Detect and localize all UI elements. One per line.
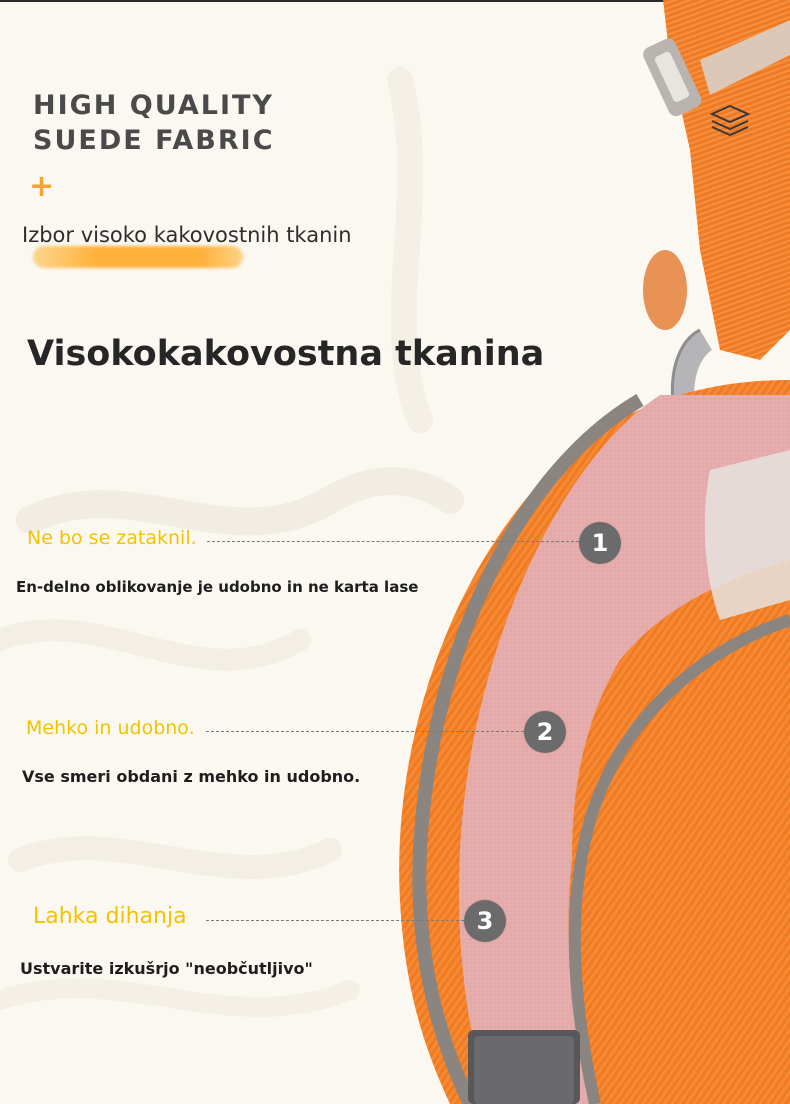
subtitle-highlight [33,246,243,268]
feature-desc-2: Vse smeri obdani z mehko in udobno. [22,767,361,786]
feature-title-1: Ne bo se zataknil. [27,527,197,549]
feature-badge-2: 2 [524,711,566,753]
main-title: Visokokakovostna tkanina [27,334,545,374]
hero-title [33,88,275,158]
feature-badge-1: 1 [579,522,621,564]
feature-badge-3: 3 [464,900,506,942]
feature-leader-1 [207,541,579,542]
feature-title-3: Lahka dihanja [33,904,187,929]
hero-title-line2: SUEDE FABRIC [33,125,275,156]
hero-subtitle: Izbor visoko kakovostnih tkanin [22,223,352,247]
feature-desc-1: En-delno oblikovanje je udobno in ne karta lase [16,578,419,596]
feature-desc-3: Ustvarite izkušrjo "neobčutljivo" [20,959,313,978]
plus-icon: + [29,169,55,204]
feature-leader-2 [206,731,524,732]
feature-title-2: Mehko in udobno. [26,717,195,739]
feature-leader-3 [206,920,464,921]
hero-title-line1: HIGH QUALITY [33,90,274,121]
